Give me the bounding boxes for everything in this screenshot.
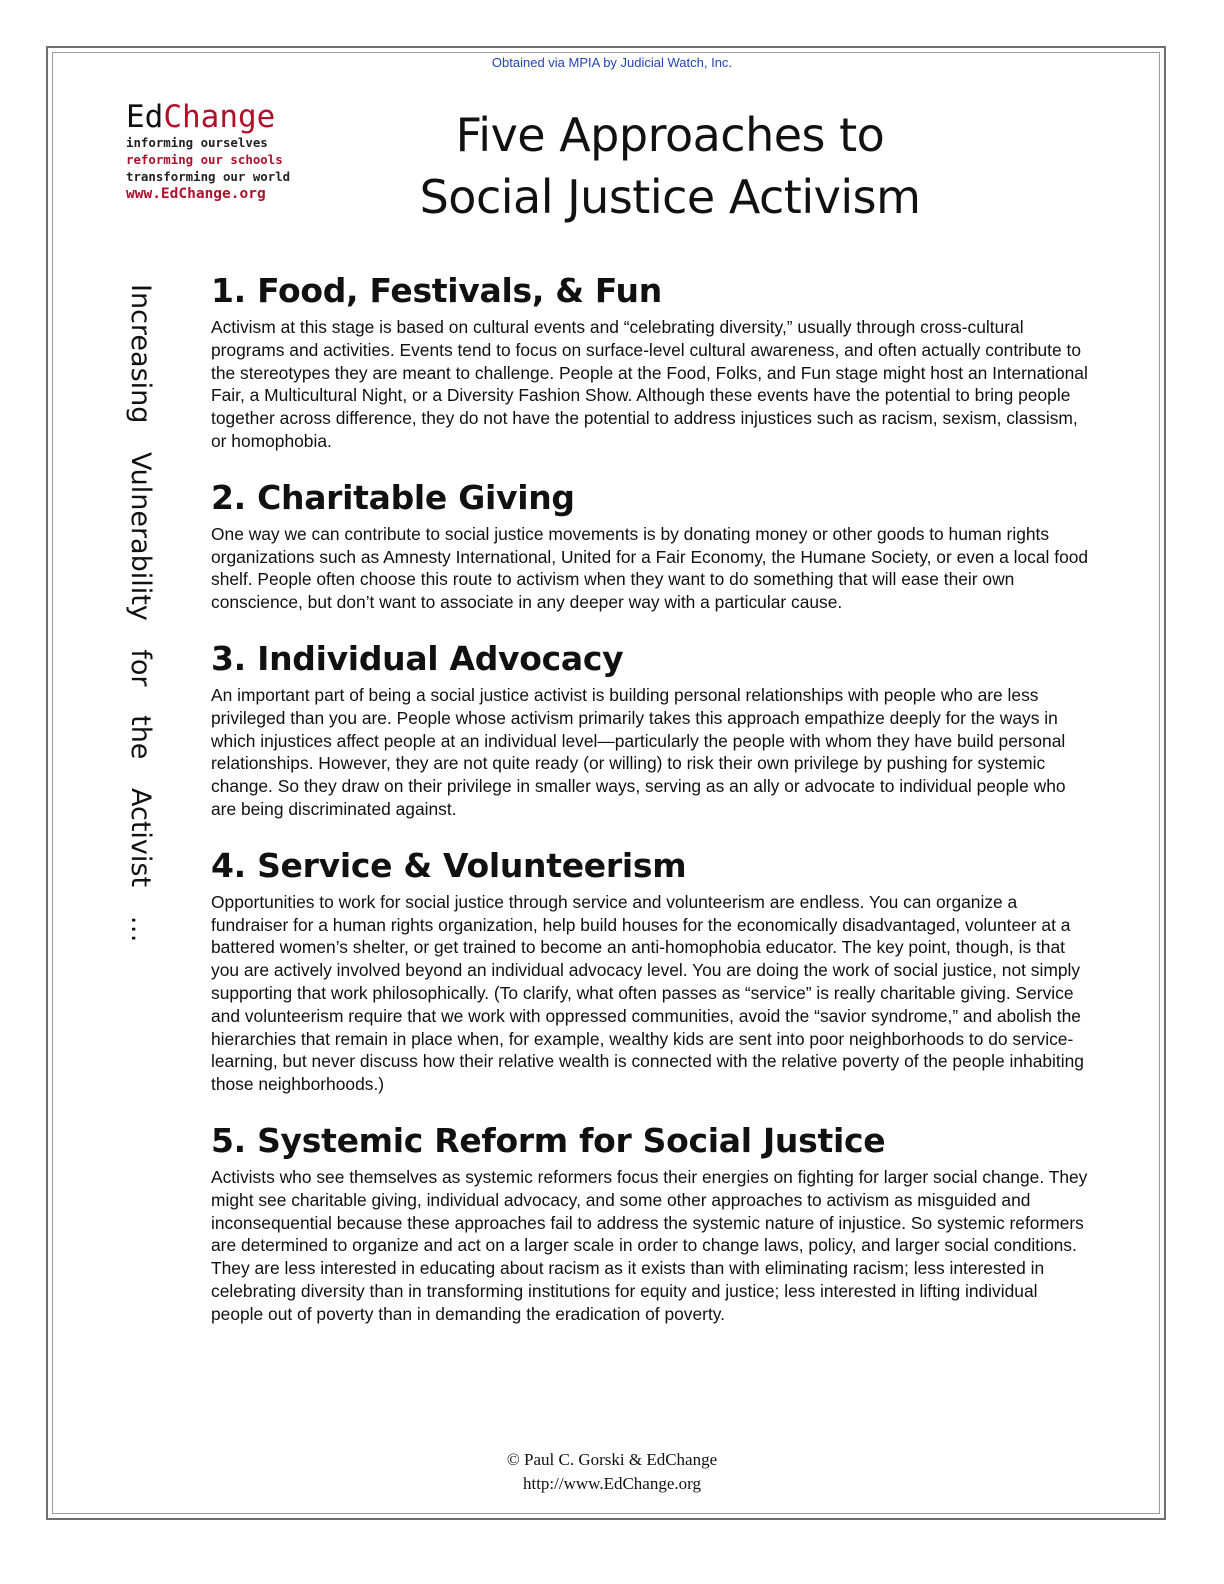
- section-heading: 1. Food, Festivals, & Fun: [211, 271, 662, 310]
- section-heading: 2. Charitable Giving: [211, 477, 575, 517]
- section-charitable-giving: [211, 475, 1091, 614]
- page-title-line-1: Five Approaches to: [455, 108, 885, 162]
- logo-url: www.EdChange.org: [126, 186, 266, 202]
- header-note: Obtained via MPIA by Judicial Watch, Inc.: [491, 55, 733, 70]
- logo-tagline-1: informing ourselves: [126, 135, 268, 150]
- logo-tagline-3: transforming our world: [126, 169, 291, 184]
- footer-copyright: © Paul C. Gorski & EdChange: [506, 1450, 718, 1469]
- section-service-volunteerism: [211, 843, 1091, 1096]
- section-heading: 5. Systemic Reform for Social Justice: [211, 1120, 886, 1160]
- section-body: Activists who see themselves as systemic reformers focus their energies on fighting for larger social change. They might see charitable giving, individual advocacy, and some other approaches to activism as misguided and inconsequential because these approaches fail to address the systemic nature of injustice. So systemic reformers are determined to organize and act on a larger scale in order to change laws, policy, and larger social conditions. They are less interested in educating about racism as it exists than with eliminating racism; less interested in celebrating diversity than in transforming institutions for equity and justice; less interested in lifting individual people out of poverty than in demanding the eradication of poverty.: [211, 1166, 1088, 1324]
- logo-tagline-2: reforming our schools: [126, 152, 283, 167]
- section-heading: 4. Service & Volunteerism: [211, 845, 687, 885]
- page-title: [340, 104, 1000, 228]
- section-body: One way we can contribute to social justice movements is by donating money or other goods to human rights organizations such as Amnesty International, United for a Fair Economy, the Humane Society, or even a local food shelf. People often choose this route to activism when they want to do something that will ease their own conscience, but don’t want to associate in any deeper way with a particular cause.: [211, 523, 1089, 613]
- section-body: Activism at this stage is based on cultural events and “celebrating diversity,” usually through cross-cultural programs and activities. Events tend to focus on surface-level cultural awareness, and often actually contribute to the stereotypes they are meant to challenge. People at the Food, Folks, and Fun stage might host an International Fair, a Multicultural Night, or a Diversity Fashion Show. Although these events have the potential to bring people together across difference, they do not have the potential to address injustices such as racism, sexism, classism, or homophobia.: [211, 317, 1088, 451]
- edchange-logo: [126, 100, 336, 203]
- main-content: [211, 268, 1091, 1348]
- section-body: An important part of being a social justice activist is building personal relationships with people who are less privileged than you are. People whose activism primarily takes this approach empathize deeply for the ways in which injustices affect people at an individual level—particularly the people with whom they have build personal relationships. However, they are not quite ready (or willing) to risk their own privilege by pushing for systemic change. So they draw on their privilege in smaller ways, serving as an ally or advocate to individual people who are being discriminated against.: [211, 684, 1066, 819]
- footer-url: http://www.EdChange.org: [522, 1474, 701, 1493]
- logo-wordmark: [126, 100, 336, 134]
- page-title-line-2: Social Justice Activism: [419, 170, 921, 224]
- section-individual-advocacy: [211, 636, 1091, 821]
- side-vertical-label: Increasing Vulnerability for the Activist …: [125, 284, 156, 943]
- footer: [0, 1448, 1224, 1496]
- section-systemic-reform: [211, 1118, 1091, 1326]
- section-heading: 3. Individual Advocacy: [211, 638, 624, 678]
- section-body: Opportunities to work for social justice through service and volunteerism are endless. You can organize a fundraiser for a human rights organization, help build houses for the economically disadvantaged, volunteer at a battered women’s shelter, or get trained to become an anti-homophobia educator. The key point, though, is that you are actively involved beyond an individual advocacy level. You are doing the work of social justice, not simply supporting that work philosophically. (To clarify, what often passes as “service” is really charitable giving. Service and volunteerism require that we work with oppressed communities, avoid the “savior syndrome,” and abolish the hierarchies that remain in place when, for example, wealthy kids are sent into poor neighborhoods to do service-learning, but never discuss how their relative wealth is connected with the relative poverty of the people inhabiting those neighborhoods.): [211, 891, 1084, 1095]
- logo-wordmark-part1: Ed: [126, 99, 164, 135]
- section-food-festivals-fun: [211, 268, 1091, 453]
- logo-wordmark-part2: Change: [163, 99, 276, 135]
